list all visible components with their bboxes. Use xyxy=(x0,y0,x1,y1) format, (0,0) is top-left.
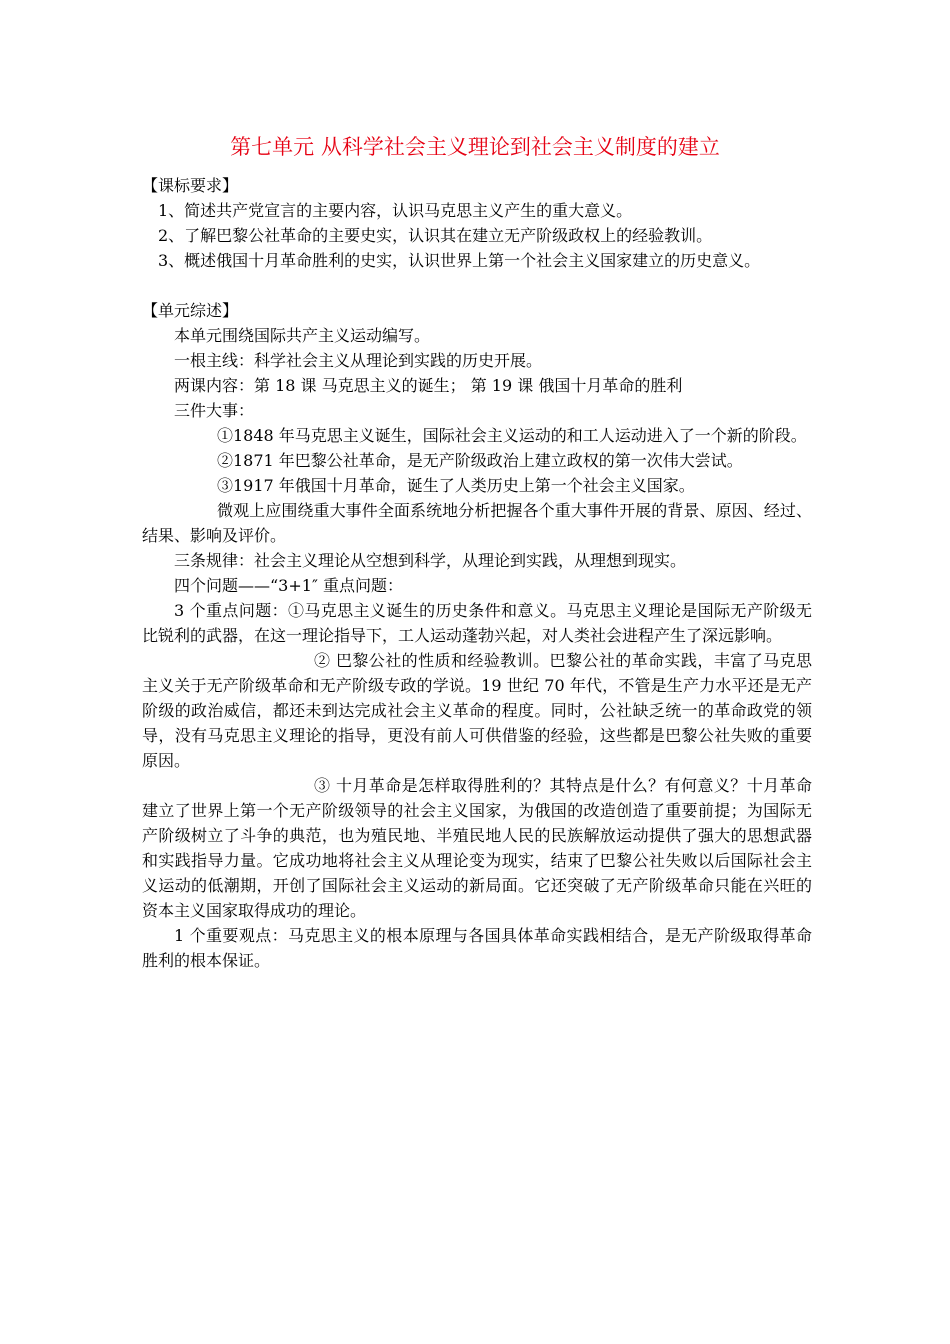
event-3: ③1917 年俄国十月革命，诞生了人类历史上第一个社会主义国家。 xyxy=(217,476,695,495)
page-title: 第七单元 从科学社会主义理论到社会主义制度的建立 xyxy=(230,135,720,159)
curriculum-heading: 【课标要求】 xyxy=(142,176,239,195)
key-question-3: ③ 十月革命是怎样取得胜利的？其特点是什么？有何意义？十月革命建立了世界上第一个无产阶级领导的社会主义国家，为俄国的改造创造了重要前提；为国际无产阶级树立了斗争的典范，也为殖民地、半殖民地人民的民族解放运动提供了强大的思想武器和实践指导力量。它成功地将社会主义从理论变为现实，结束了巴黎公社失败以后国际社会主义运动的低潮期，开创了国际社会主义运动的新局面。它还突破了无产阶级革命只能在兴旺的资本主义国家取得成功的理论。 xyxy=(142,776,812,920)
events-heading: 三件大事： xyxy=(174,401,255,420)
summary-mainline: 一根主线：科学社会主义从理论到实践的历史开展。 xyxy=(174,351,543,370)
document-body xyxy=(142,173,812,973)
event-1: ①1848 年马克思主义诞生，国际社会主义运动的和工人运动进入了一个新的阶段。 xyxy=(217,426,807,445)
key-question-2: ② 巴黎公社的性质和经验教训。巴黎公社的革命实践，丰富了马克思主义关于无产阶级革命和无产阶级专政的学说。19 世纪 70 年代，不管是生产力水平还是无产阶级的政治威信，都还未到达完成社会主义革命的程度。同时，公社缺乏统一的革命政党的领导，没有马克思主义理论的指导，更没有前人可供借鉴的经验，这些都是巴黎公社失败的重要原因。 xyxy=(142,651,812,770)
curriculum-item-2: 2、了解巴黎公社革命的主要史实，认识其在建立无产阶级政权上的经验教训。 xyxy=(158,226,713,245)
summary-lessons: 两课内容：第 18 课 马克思主义的诞生； 第 19 课 俄国十月革命的胜利 xyxy=(174,376,683,395)
curriculum-item-3: 3、概述俄国十月革命胜利的史实，认识世界上第一个社会主义国家建立的历史意义。 xyxy=(158,251,761,270)
micro-analysis: 微观上应围绕重大事件全面系统地分析把握各个重大事件开展的背景、原因、经过、结果、影响及评价。 xyxy=(142,501,812,545)
summary-intro: 本单元围绕国际共产主义运动编写。 xyxy=(174,326,431,345)
summary-heading: 【单元综述】 xyxy=(142,301,239,320)
spacer xyxy=(142,273,812,298)
key-question-1: 3 个重点问题：①马克思主义诞生的历史条件和意义。马克思主义理论是国际无产阶级无比锐利的武器，在这一理论指导下，工人运动蓬勃兴起，对人类社会进程产生了深远影响。 xyxy=(142,601,812,645)
questions-heading: 四个问题——“3+1″ 重点问题： xyxy=(174,576,404,595)
curriculum-item-1: 1、简述共产党宣言的主要内容，认识马克思主义产生的重大意义。 xyxy=(158,201,633,220)
key-point: 1 个重要观点：马克思主义的根本原理与各国具体革命实践相结合，是无产阶级取得革命胜利的根本保证。 xyxy=(142,926,812,970)
three-rules: 三条规律：社会主义理论从空想到科学，从理论到实践，从理想到现实。 xyxy=(174,551,687,570)
event-2: ②1871 年巴黎公社革命，是无产阶级政治上建立政权的第一次伟大尝试。 xyxy=(217,451,743,470)
